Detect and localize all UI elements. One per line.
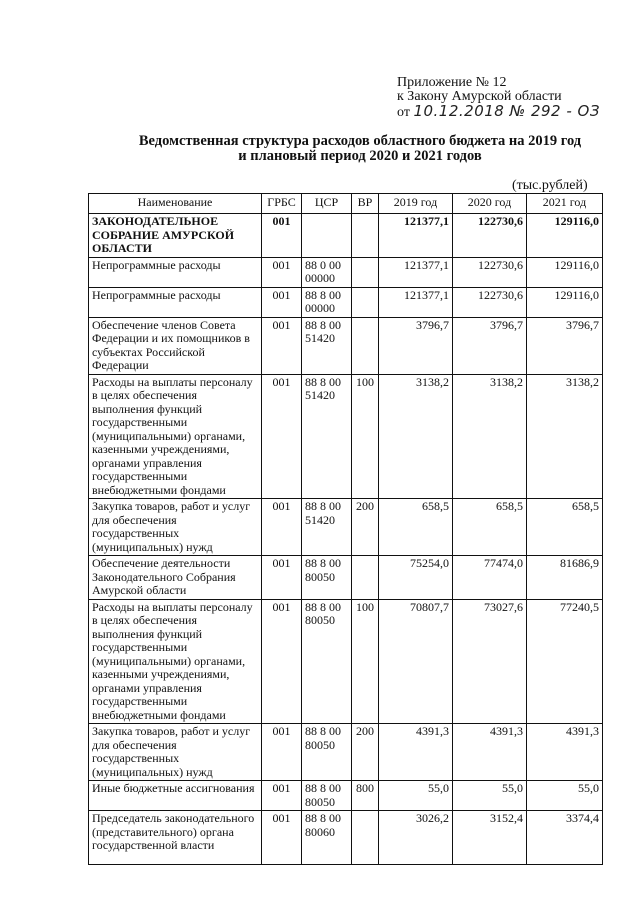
row-grbs: 001	[262, 317, 302, 374]
row-2020: 658,5	[453, 499, 527, 556]
row-csr: 88 0 00 00000	[302, 257, 352, 287]
row-2019: 3796,7	[379, 317, 453, 374]
row-name: Непрограммные расходы	[89, 287, 262, 317]
row-2020: 3796,7	[453, 317, 527, 374]
header-vr: ВР	[352, 194, 379, 214]
row-vr	[352, 317, 379, 374]
row-2019: 121377,1	[379, 257, 453, 287]
row-grbs: 001	[262, 781, 302, 811]
table-row	[89, 811, 603, 865]
row-2021: 3374,4	[527, 811, 603, 865]
row-csr: 88 8 00 80050	[302, 724, 352, 781]
header-grbs: ГРБС	[262, 194, 302, 214]
row-csr: 88 8 00 80050	[302, 781, 352, 811]
row-2020: 3152,4	[453, 811, 527, 865]
row-2019: 3138,2	[379, 374, 453, 499]
row-vr	[352, 287, 379, 317]
header-2019: 2019 год	[379, 194, 453, 214]
row-2019: 121377,1	[379, 214, 453, 258]
row-csr	[302, 214, 352, 258]
row-name: Закупка товаров, работ и услуг для обеспечения государственных (муниципальных) нужд	[89, 724, 262, 781]
table-row	[89, 257, 603, 287]
row-2020: 73027,6	[453, 599, 527, 724]
row-vr	[352, 257, 379, 287]
row-name: Обеспечение деятельности Законодательного Собрания Амурской области	[89, 556, 262, 600]
row-2019: 121377,1	[379, 287, 453, 317]
row-2021: 81686,9	[527, 556, 603, 600]
row-vr	[352, 556, 379, 600]
row-vr	[352, 214, 379, 258]
row-csr: 88 8 00 51420	[302, 317, 352, 374]
row-name: Расходы на выплаты персоналу в целях обеспечения выполнения функций государственными (муниципальными) органами, казенными учреждениями, органами управления государственными внебюджетными фондами	[89, 599, 262, 724]
row-name: Закупка товаров, работ и услуг для обеспечения государственных (муниципальных) нужд	[89, 499, 262, 556]
row-name: Иные бюджетные ассигнования	[89, 781, 262, 811]
header-csr: ЦСР	[302, 194, 352, 214]
table-row	[89, 781, 603, 811]
row-csr: 88 8 00 00000	[302, 287, 352, 317]
appendix-date-prefix: от	[397, 105, 410, 120]
row-2019: 75254,0	[379, 556, 453, 600]
row-csr: 88 8 00 51420	[302, 499, 352, 556]
row-grbs: 001	[262, 599, 302, 724]
row-vr: 100	[352, 599, 379, 724]
row-grbs: 001	[262, 257, 302, 287]
row-grbs: 001	[262, 499, 302, 556]
row-grbs: 001	[262, 287, 302, 317]
appendix-law: к Закону Амурской области	[397, 89, 562, 104]
row-2019: 55,0	[379, 781, 453, 811]
row-name: Председатель законодательного (представительного) органа государственной власти	[89, 811, 262, 865]
table-row	[89, 599, 603, 724]
row-2020: 122730,6	[453, 214, 527, 258]
row-2019: 4391,3	[379, 724, 453, 781]
table-header-row	[89, 194, 603, 214]
row-2021: 129116,0	[527, 287, 603, 317]
row-2021: 129116,0	[527, 214, 603, 258]
appendix-number: Приложение № 12	[397, 75, 507, 90]
title-line-1: Ведомственная структура расходов областного бюджета на 2019 год	[138, 133, 582, 149]
row-vr: 200	[352, 724, 379, 781]
table-row	[89, 499, 603, 556]
row-vr: 100	[352, 374, 379, 499]
row-grbs: 001	[262, 811, 302, 865]
row-2019: 70807,7	[379, 599, 453, 724]
row-2021: 55,0	[527, 781, 603, 811]
row-name: Расходы на выплаты персоналу в целях обеспечения выполнения функций государственными (муниципальными) органами, казенными учреждениями, органами управления государственными внебюджетными фондами	[89, 374, 262, 499]
handwritten-date-number: 10.12.2018 № 292 - ОЗ	[413, 102, 600, 120]
row-2021: 3138,2	[527, 374, 603, 499]
row-csr: 88 8 00 80050	[302, 599, 352, 724]
appendix-header	[397, 76, 600, 120]
row-2020: 3138,2	[453, 374, 527, 499]
row-name: Непрограммные расходы	[89, 257, 262, 287]
title-line-2: и плановый период 2020 и 2021 годов	[238, 148, 482, 164]
row-2020: 122730,6	[453, 257, 527, 287]
row-vr: 800	[352, 781, 379, 811]
row-grbs: 001	[262, 724, 302, 781]
row-csr: 88 8 00 80060	[302, 811, 352, 865]
row-2021: 77240,5	[527, 599, 603, 724]
row-2019: 3026,2	[379, 811, 453, 865]
budget-table	[88, 193, 603, 865]
table-row	[89, 724, 603, 781]
row-2020: 77474,0	[453, 556, 527, 600]
table-row	[89, 374, 603, 499]
row-csr: 88 8 00 80050	[302, 556, 352, 600]
header-2021: 2021 год	[527, 194, 603, 214]
table-row	[89, 317, 603, 374]
document-title	[110, 134, 610, 164]
appendix-date-line	[397, 104, 600, 120]
row-name: Обеспечение членов Совета Федерации и их помощников в субъектах Российской Федерации	[89, 317, 262, 374]
header-2020: 2020 год	[453, 194, 527, 214]
row-grbs: 001	[262, 556, 302, 600]
row-2019: 658,5	[379, 499, 453, 556]
row-vr	[352, 811, 379, 865]
table-row	[89, 556, 603, 600]
units-label: (тыс.рублей)	[512, 178, 588, 193]
row-grbs: 001	[262, 214, 302, 258]
row-grbs: 001	[262, 374, 302, 499]
row-csr: 88 8 00 51420	[302, 374, 352, 499]
header-name: Наименование	[89, 194, 262, 214]
table-row	[89, 214, 603, 258]
row-2020: 122730,6	[453, 287, 527, 317]
row-2021: 4391,3	[527, 724, 603, 781]
row-2021: 658,5	[527, 499, 603, 556]
row-2020: 4391,3	[453, 724, 527, 781]
table-row	[89, 287, 603, 317]
row-2021: 3796,7	[527, 317, 603, 374]
row-2021: 129116,0	[527, 257, 603, 287]
row-vr: 200	[352, 499, 379, 556]
row-2020: 55,0	[453, 781, 527, 811]
row-name: ЗАКОНОДАТЕЛЬНОЕ СОБРАНИЕ АМУРСКОЙ ОБЛАСТИ	[89, 214, 262, 258]
